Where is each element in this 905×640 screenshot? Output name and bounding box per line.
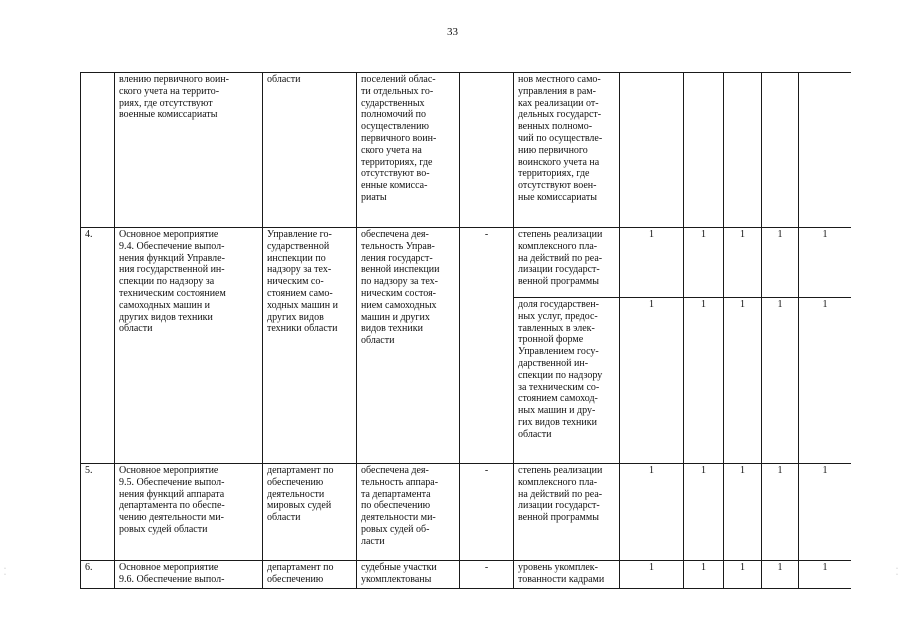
table-row [81, 561, 852, 589]
result-cell: обеспечена дея- тельность Управ- ления государст- венной инспекции по надзору за тех- ническим состоя- нием самоходных машин и других видов техники области [357, 228, 460, 464]
value-cell: 1 [684, 298, 724, 464]
executor-cell: Управление го- сударственной инспекции по надзору за тех- ническим со- стоянием само- ходных машин и других видов техники области [263, 228, 357, 464]
value-cell: 1 [684, 464, 724, 561]
measure-cell: Основное мероприятие 9.6. Обеспечение выпол- [115, 561, 263, 589]
table-row [81, 464, 852, 561]
result-cell: судебные участки укомплектованы [357, 561, 460, 589]
value-cell: 1 [620, 298, 684, 464]
scan-mark-right: · · [896, 566, 898, 578]
scan-mark-left: · · [4, 566, 6, 578]
indicator-cell: доля государствен- ных услуг, предос- тавленных в элек- тронной форме Управлением госу- дарственной ин- спекции по надзору за техническим со- стоянием самоход- ных машин и дру- гих видов техники области [514, 298, 620, 464]
measure-cell: Основное мероприятие 9.4. Обеспечение выпол- нения функций Управле- ния государственной ин- спекции по надзору за техническим состоянием самоходных машин и других видов техники области [115, 228, 263, 464]
table-row [81, 228, 852, 298]
dash-cell [460, 73, 514, 228]
program-table-container [80, 72, 851, 597]
value-cell: 1 [762, 298, 799, 464]
table-row [81, 73, 852, 228]
value-cell: 1 [762, 561, 799, 589]
result-cell: поселений облас- ти отдельных го- сударственных полномочий по осуществлению первичного воин- ского учета на территориях, где отсутствуют во- енные комисса- риаты [357, 73, 460, 228]
executor-cell: области [263, 73, 357, 228]
value-cell [684, 73, 724, 228]
value-cell: 1 [620, 228, 684, 298]
executor-cell: департамент по обеспечению [263, 561, 357, 589]
dash-cell: - [460, 464, 514, 561]
value-cell: 1 [724, 561, 762, 589]
value-cell: 1 [620, 464, 684, 561]
value-cell: 1 [762, 228, 799, 298]
value-cell [724, 73, 762, 228]
value-cell: 1 [724, 464, 762, 561]
executor-cell: департамент по обеспечению деятельности мировых судей области [263, 464, 357, 561]
value-cell: 1 [799, 298, 852, 464]
value-cell [620, 73, 684, 228]
indicator-cell: нов местного само- управления в рам- ках реализации от- дельных государст- венных полномо- чий по осуществле- нию первичного воинского учета на территориях, где отсутствуют воен- ные комиссариаты [514, 73, 620, 228]
value-cell: 1 [799, 561, 852, 589]
value-cell: 1 [684, 228, 724, 298]
row-number [81, 73, 115, 228]
indicator-cell: степень реализации комплексного пла- на действий по реа- лизации государст- венной программы [514, 464, 620, 561]
row-number: 6. [81, 561, 115, 589]
value-cell: 1 [762, 464, 799, 561]
program-measures-table [80, 72, 851, 589]
value-cell: 1 [724, 298, 762, 464]
row-number: 5. [81, 464, 115, 561]
indicator-cell: степень реализации комплексного пла- на действий по реа- лизации государст- венной программы [514, 228, 620, 298]
measure-cell: Основное мероприятие 9.5. Обеспечение выпол- нения функций аппарата департамента по обеспе- чению деятельности ми- ровых судей области [115, 464, 263, 561]
value-cell [799, 73, 852, 228]
value-cell: 1 [684, 561, 724, 589]
result-cell: обеспечена дея- тельность аппара- та департамента по обеспечению деятельности ми- ровых судей об- ласти [357, 464, 460, 561]
value-cell [762, 73, 799, 228]
measure-cell: влению первичного воин- ского учета на террито- риях, где отсутствуют военные комиссариаты [115, 73, 263, 228]
value-cell: 1 [620, 561, 684, 589]
value-cell: 1 [799, 464, 852, 561]
dash-cell: - [460, 561, 514, 589]
indicator-cell: уровень укомплек- тованности кадрами [514, 561, 620, 589]
value-cell: 1 [724, 228, 762, 298]
page-number: 33 [447, 26, 458, 38]
value-cell: 1 [799, 228, 852, 298]
row-number: 4. [81, 228, 115, 464]
dash-cell: - [460, 228, 514, 464]
